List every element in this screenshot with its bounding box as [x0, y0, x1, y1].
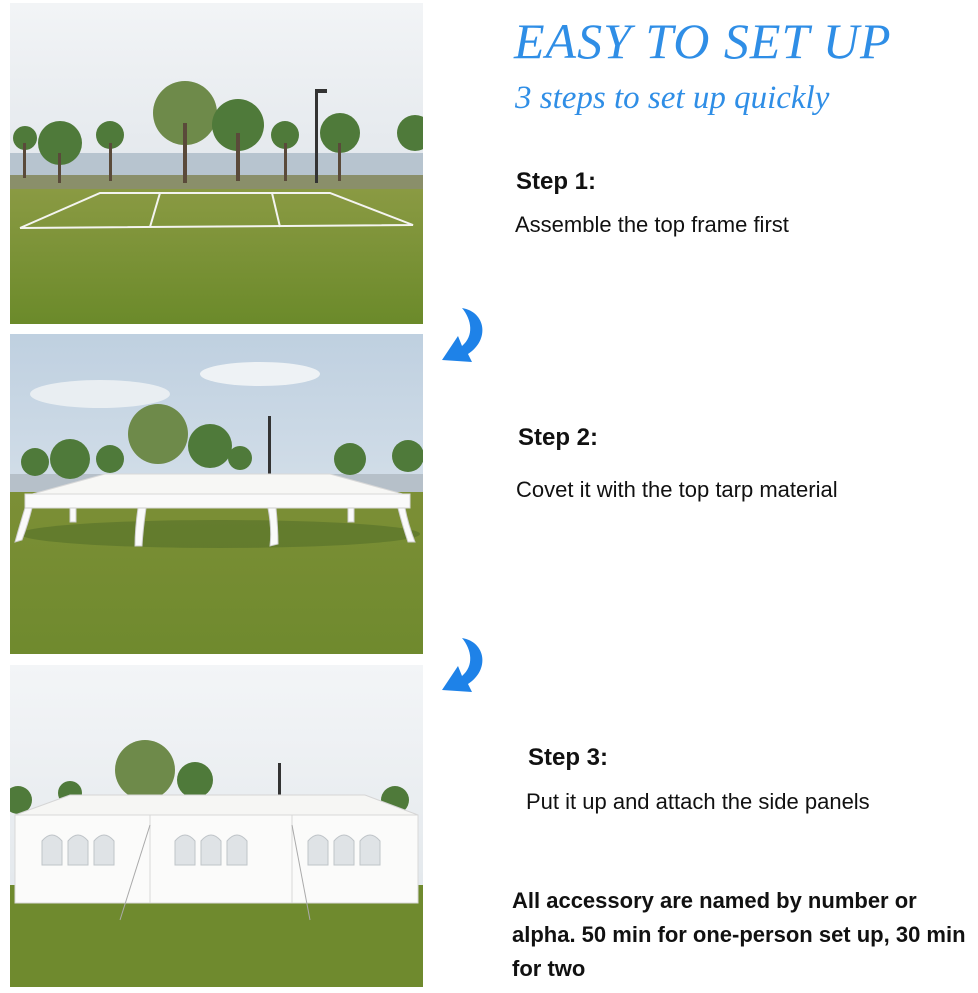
step-3-description: Put it up and attach the side panels	[526, 789, 870, 814]
step-3-photo	[10, 665, 423, 987]
step-1-description: Assemble the top frame first	[515, 212, 789, 237]
step-2-photo	[10, 334, 423, 654]
setup-note: All accessory are named by number or alpha. 50 min for one-person set up, 30 min for two	[512, 888, 966, 981]
curved-arrow-down-icon	[428, 632, 494, 702]
step-1-photo	[10, 3, 423, 324]
step-3-title: Step 3:	[528, 744, 609, 771]
step-1-title: Step 1:	[516, 168, 597, 195]
step-2-description: Covet it with the top tarp material	[516, 477, 838, 502]
headline: EASY TO SET UP	[514, 13, 892, 69]
subheadline: 3 steps to set up quickly	[515, 80, 830, 116]
step-2-title: Step 2:	[518, 424, 599, 451]
curved-arrow-down-icon	[428, 302, 494, 372]
